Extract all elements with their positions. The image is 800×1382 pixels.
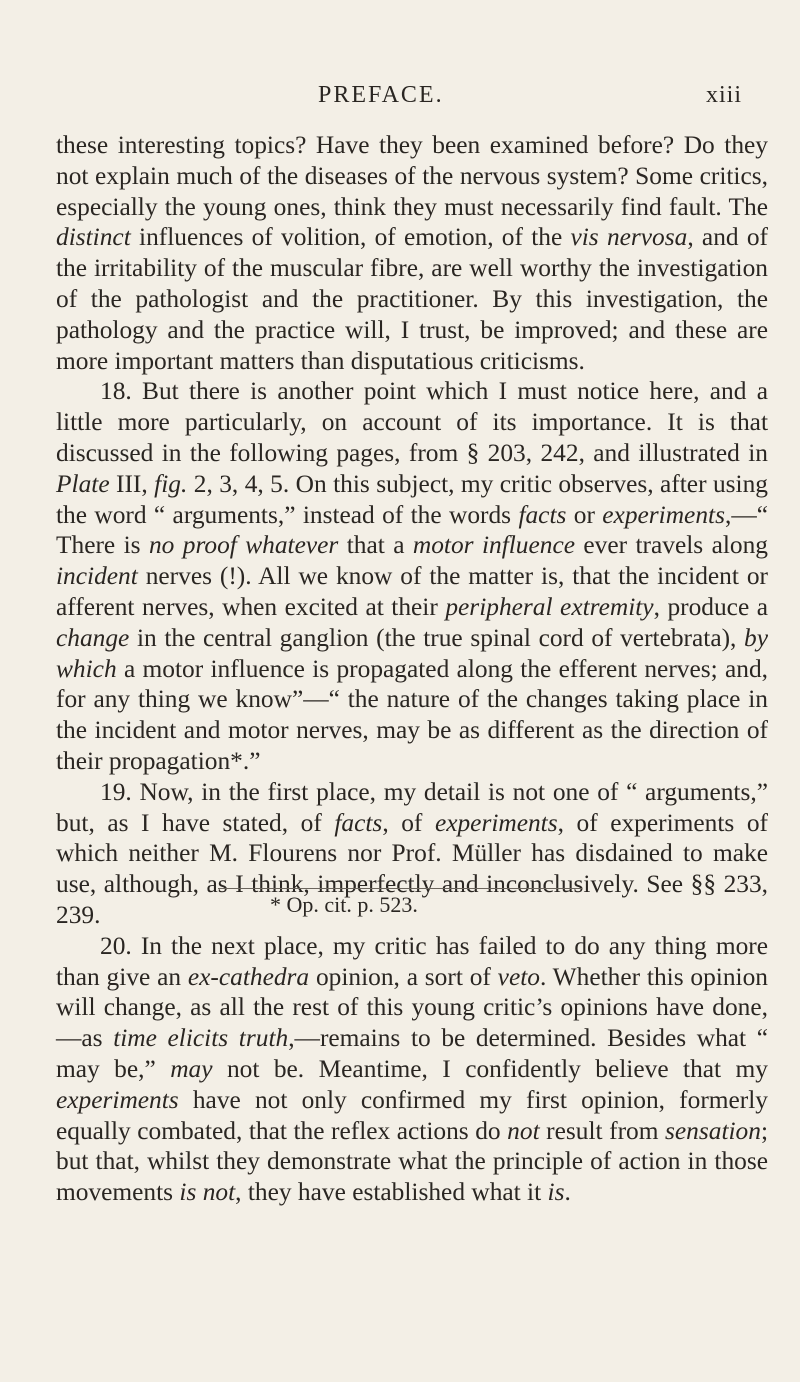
- italic-text: motor influence: [412, 531, 575, 560]
- italic-text: experiments: [602, 500, 725, 529]
- italic-text: no proof whatever: [148, 531, 339, 560]
- italic-text: experiments: [56, 1085, 179, 1114]
- italic-text: veto: [497, 962, 540, 991]
- footnote-rule: [218, 888, 582, 889]
- text-run: result from: [539, 1116, 666, 1145]
- italic-text: ex-cathedra: [187, 962, 310, 991]
- paragraph: [56, 931, 768, 1208]
- paragraph: [56, 376, 768, 776]
- text-run: in the central ganglion (the true spinal cord of vertebrata),: [129, 623, 745, 652]
- italic-text: time elicits truth: [113, 1024, 289, 1053]
- italic-text: peripheral extremity: [445, 592, 654, 621]
- italic-text: may: [170, 1054, 213, 1083]
- text-run: nerves (!). All we know of the matter is, that the incident or afferent nerves, when excited at their: [56, 562, 768, 621]
- text-run: .: [564, 1178, 571, 1207]
- running-header: [0, 82, 800, 122]
- text-run: these interesting topics? Have they been examined before? Do they not explain much of the diseases of the nervous system? Some critics, especially the young ones, think they must necessarily find fault. The: [56, 131, 768, 221]
- text-run: . Whether this opinion will change, as all the rest of this young critic’s opinions have done,—as: [56, 962, 768, 1053]
- text-run: III,: [109, 469, 155, 498]
- text-run: , produce a: [653, 592, 769, 621]
- text-run: have not only confirmed my first opinion, formerly equally combated, that the reflex actions do: [56, 1085, 768, 1145]
- running-title: PREFACE.: [318, 82, 444, 108]
- italic-text: incident: [56, 562, 138, 591]
- text-run: , they have established what it: [235, 1178, 548, 1207]
- italic-text: Plate: [56, 469, 110, 498]
- text-run: or: [566, 500, 603, 529]
- italic-text: not: [507, 1116, 540, 1145]
- text-run: ; but that, whilst they demonstrate what the principle of action in those movements: [56, 1116, 768, 1207]
- italic-text: experiments: [434, 808, 558, 837]
- text-run: 19. Now, in the first place, my detail is not one of “ arguments,” but, as I have stated, of: [56, 777, 768, 837]
- footnote: * Op. cit. p. 523.: [270, 892, 418, 917]
- italic-text: fig.: [154, 469, 188, 498]
- italic-text: by which: [56, 623, 768, 683]
- text-run: that a: [338, 531, 413, 560]
- text-run: influences of volition, of emotion, of the: [130, 223, 571, 252]
- text-run: a motor influence is propagated along the efferent nerves; and, for any thing we know”—“ the nature of the changes taking place in the incident and motor nerves, may be as different as the direction of their propagation*.”: [56, 654, 768, 775]
- text-run: ,—remains to be determined. Besides what “ may be,”: [56, 1024, 769, 1083]
- text-run: opinion, a sort of: [309, 962, 498, 991]
- text-run: 20. In the next place, my critic has failed to do any thing more than give an: [56, 931, 768, 991]
- text-run: 18. But there is another point which I must notice here, and a little more particularly, on account of its importance. It is that discussed in the following pages, from § 203, 242, and illustrated in: [56, 377, 768, 467]
- italic-text: change: [56, 623, 130, 652]
- page-number: xiii: [706, 82, 743, 108]
- italic-text: facts: [334, 808, 383, 837]
- text-run: ,—“ There is: [56, 500, 768, 560]
- text-run: 2, 3, 4, 5. On this subject, my critic observes, after using the word “ arguments,” instead of the words: [56, 469, 768, 529]
- italic-text: is not: [179, 1178, 236, 1207]
- text-run: ever travels along: [575, 531, 768, 560]
- text-run: , of: [382, 808, 435, 837]
- italic-text: is: [547, 1178, 565, 1207]
- text-run: , of experiments of which neither M. Flourens nor Prof. Müller has disdained to make use, although, as I think, imperfectly and inconclusively. See §§ 233, 239.: [56, 808, 769, 929]
- italic-text: sensation: [665, 1116, 761, 1145]
- italic-text: facts: [518, 500, 567, 529]
- body-text: [56, 130, 768, 1208]
- text-run: not be. Meantime, I confidently believe that my: [212, 1054, 768, 1083]
- italic-text: vis nervosa: [570, 223, 688, 252]
- italic-text: distinct: [56, 223, 131, 252]
- paragraph: [56, 130, 768, 376]
- text-run: , and of the irritability of the muscular fibre, are well worthy the investigation of the pathologist and the practitioner. By this investigation, the pathology and the practice will, I trust, be improved; and these are more important matters than disputatious criticisms.: [56, 223, 768, 375]
